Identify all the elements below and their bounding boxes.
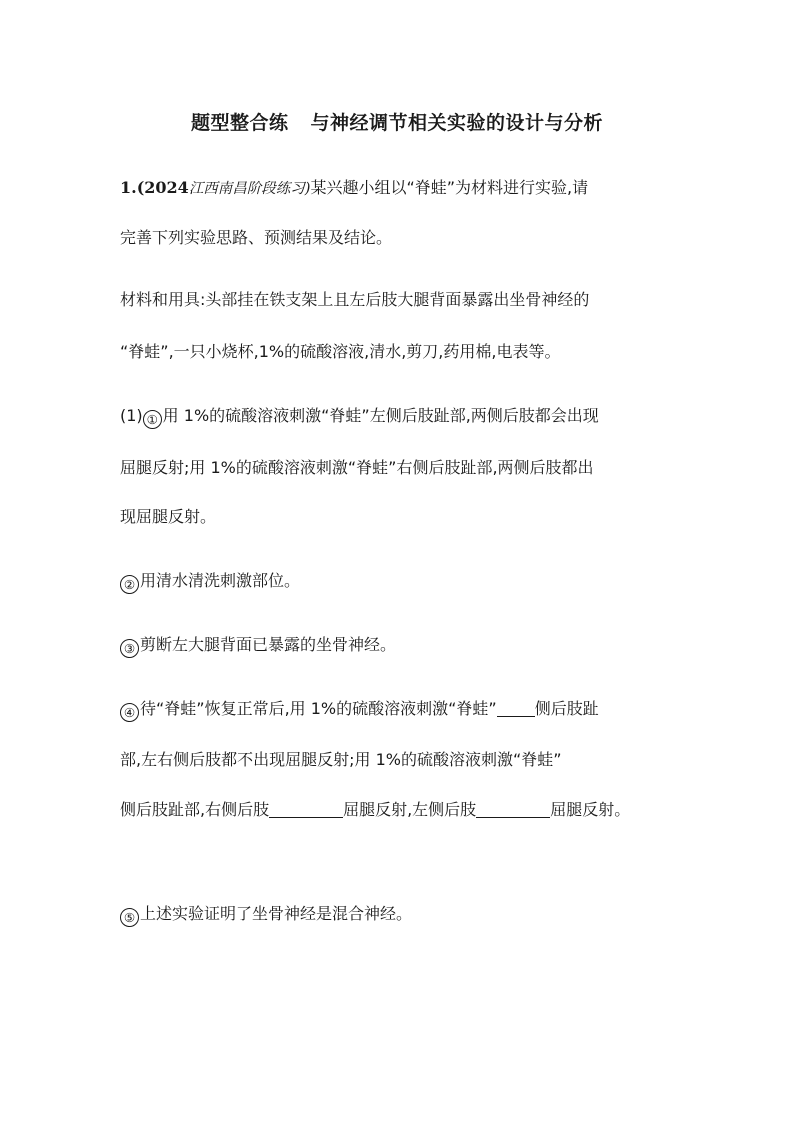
step4-text-a: 待“脊蛙”恢复正常后,用 1%的硫酸溶液刺激“脊蛙” <box>140 699 497 718</box>
step2-line <box>120 570 300 594</box>
step5-line <box>120 903 412 927</box>
step4-marker: ④ <box>120 703 139 722</box>
step4-line1 <box>120 698 599 722</box>
question-intro-line2: 完善下列实验思路、预测结果及结论。 <box>120 228 393 247</box>
step5-marker: ⑤ <box>120 908 139 927</box>
title-part1: 题型整合练 <box>190 112 289 134</box>
step1-line3: 现屈腿反射。 <box>120 507 217 526</box>
step4-text-b: 侧后肢趾 <box>534 699 599 718</box>
step2-text: 用清水清洗刺激部位。 <box>140 571 301 590</box>
step1-marker: ① <box>143 410 162 429</box>
step2-marker: ② <box>120 575 139 594</box>
answer-blank-2[interactable] <box>269 799 343 818</box>
question-intro-text: 某兴趣小组以“脊蛙”为材料进行实验,请 <box>310 178 589 197</box>
step1-line2: 屈腿反射;用 1%的硫酸溶液刺激“脊蛙”右侧后肢趾部,两侧后肢都出 <box>120 458 594 477</box>
step1-line1 <box>120 405 599 429</box>
title-part2: 与神经调节相关实验的设计与分析 <box>310 112 604 134</box>
step3-marker: ③ <box>120 639 139 658</box>
page-title <box>0 108 794 135</box>
materials-line2: “脊蛙”,一只小烧杯,1%的硫酸溶液,清水,剪刀,药用棉,电表等。 <box>120 342 561 361</box>
question-source: 江西南昌阶段练习) <box>188 181 311 197</box>
answer-blank-1[interactable] <box>497 698 535 717</box>
step4-line3 <box>120 799 630 821</box>
step3-text: 剪断左大腿背面已暴露的坐骨神经。 <box>140 635 397 654</box>
question-intro-line1 <box>120 177 588 200</box>
step4-text-e: 屈腿反射。 <box>550 800 631 819</box>
step5-text: 上述实验证明了坐骨神经是混合神经。 <box>140 904 413 923</box>
question-number: 1.(2024 <box>120 178 189 197</box>
step4-text-d: 屈腿反射,左侧后肢 <box>343 800 477 819</box>
step4-text-c: 侧后肢趾部,右侧后肢 <box>120 800 270 819</box>
answer-blank-3[interactable] <box>476 799 550 818</box>
step4-line2: 部,左右侧后肢都不出现屈腿反射;用 1%的硫酸溶液刺激“脊蛙” <box>120 750 562 769</box>
step3-line <box>120 634 396 658</box>
materials-line1: 材料和用具:头部挂在铁支架上且左后肢大腿背面暴露出坐骨神经的 <box>120 290 590 309</box>
part1-label: (1) <box>120 406 143 425</box>
step1-text-line1: 用 1%的硫酸溶液刺激“脊蛙”左侧后肢趾部,两侧后肢都会出现 <box>162 406 599 425</box>
